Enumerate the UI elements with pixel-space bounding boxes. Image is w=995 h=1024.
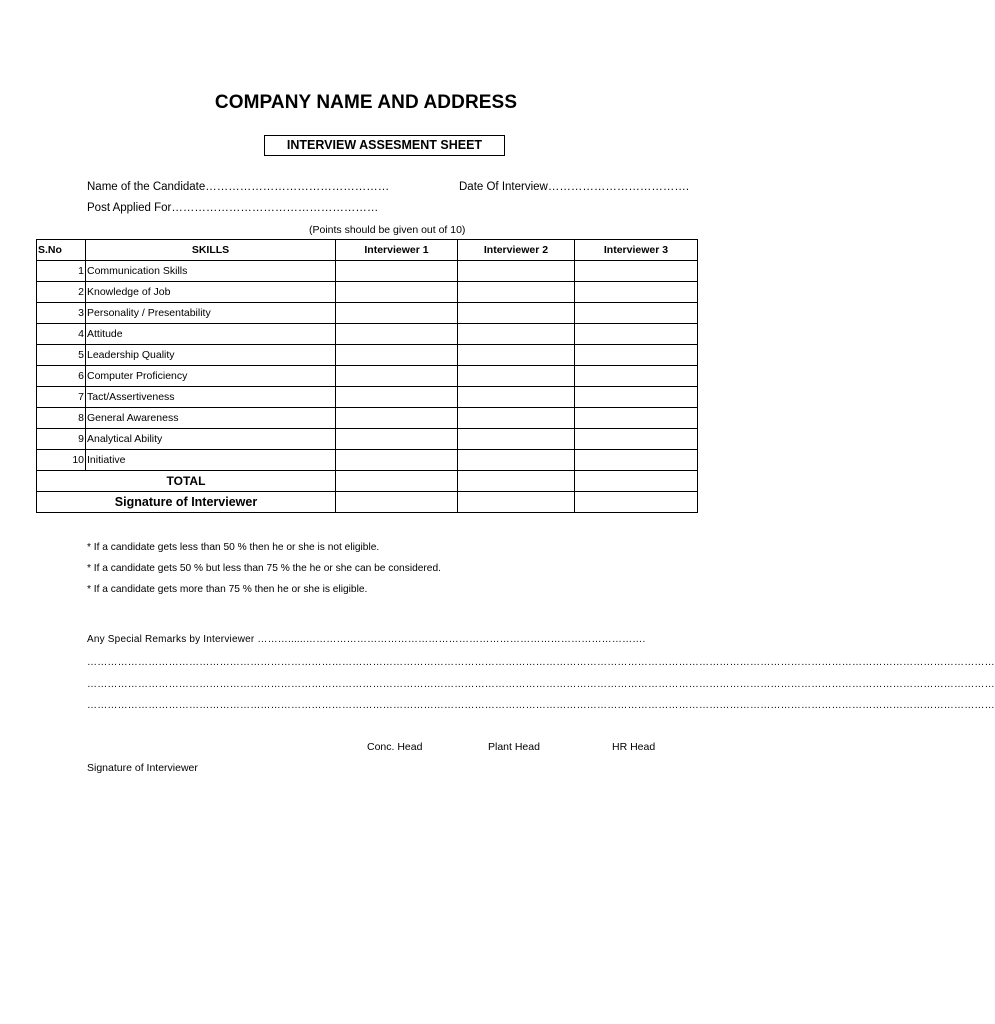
sheet-title-box: INTERVIEW ASSESMENT SHEET bbox=[264, 135, 505, 156]
eligibility-rule: * If a candidate gets more than 75 % then he or she is eligible. bbox=[87, 584, 368, 595]
points-note: (Points should be given out of 10) bbox=[309, 224, 466, 236]
header-interviewer-1: Interviewer 1 bbox=[336, 240, 458, 261]
row-sno: 9 bbox=[37, 429, 86, 450]
score-cell-interviewer-2[interactable] bbox=[458, 345, 575, 366]
table-row bbox=[37, 345, 698, 366]
signature-label: Signature of Interviewer bbox=[37, 492, 336, 513]
score-cell-interviewer-2[interactable] bbox=[458, 282, 575, 303]
post-applied-field[interactable]: Post Applied For……………………………………………… bbox=[87, 202, 379, 214]
candidate-name-field[interactable]: Name of the Candidate………………………………………… bbox=[87, 181, 390, 193]
row-skill: Computer Proficiency bbox=[86, 366, 336, 387]
table-row bbox=[37, 303, 698, 324]
assessment-table bbox=[36, 239, 698, 513]
score-cell-interviewer-1[interactable] bbox=[336, 408, 458, 429]
row-skill: Initiative bbox=[86, 450, 336, 471]
row-sno: 1 bbox=[37, 261, 86, 282]
signature-cell-interviewer-3[interactable] bbox=[575, 492, 698, 513]
score-cell-interviewer-2[interactable] bbox=[458, 303, 575, 324]
header-sno: S.No bbox=[37, 240, 86, 261]
score-cell-interviewer-1[interactable] bbox=[336, 324, 458, 345]
header-skills: SKILLS bbox=[86, 240, 336, 261]
total-label: TOTAL bbox=[37, 471, 336, 492]
row-skill: Personality / Presentability bbox=[86, 303, 336, 324]
row-skill: Tact/Assertiveness bbox=[86, 387, 336, 408]
total-cell-interviewer-2[interactable] bbox=[458, 471, 575, 492]
row-sno: 7 bbox=[37, 387, 86, 408]
row-sno: 6 bbox=[37, 366, 86, 387]
score-cell-interviewer-3[interactable] bbox=[575, 261, 698, 282]
table-row bbox=[37, 261, 698, 282]
row-skill: Leadership Quality bbox=[86, 345, 336, 366]
score-cell-interviewer-3[interactable] bbox=[575, 282, 698, 303]
row-sno: 10 bbox=[37, 450, 86, 471]
special-remarks-label: Any Special Remarks by Interviewer ………......………………………………………………………………………………………. bbox=[87, 634, 646, 645]
score-cell-interviewer-3[interactable] bbox=[575, 429, 698, 450]
score-cell-interviewer-2[interactable] bbox=[458, 261, 575, 282]
total-cell-interviewer-1[interactable] bbox=[336, 471, 458, 492]
table-row bbox=[37, 324, 698, 345]
remarks-line[interactable]: …………………………………………………………………………………………………………………………………………………………………………………………………………………………………………… bbox=[87, 657, 995, 668]
row-skill: Attitude bbox=[86, 324, 336, 345]
row-skill: Communication Skills bbox=[86, 261, 336, 282]
score-cell-interviewer-2[interactable] bbox=[458, 324, 575, 345]
score-cell-interviewer-3[interactable] bbox=[575, 387, 698, 408]
score-cell-interviewer-3[interactable] bbox=[575, 324, 698, 345]
score-cell-interviewer-3[interactable] bbox=[575, 408, 698, 429]
score-cell-interviewer-1[interactable] bbox=[336, 345, 458, 366]
table-header-row bbox=[37, 240, 698, 261]
score-cell-interviewer-3[interactable] bbox=[575, 345, 698, 366]
remarks-line[interactable]: …………………………………………………………………………………………………………………………………………………………………………………………………………………………………………… bbox=[87, 700, 995, 711]
table-row bbox=[37, 429, 698, 450]
score-cell-interviewer-2[interactable] bbox=[458, 450, 575, 471]
signature-row bbox=[37, 492, 698, 513]
score-cell-interviewer-1[interactable] bbox=[336, 282, 458, 303]
score-cell-interviewer-3[interactable] bbox=[575, 450, 698, 471]
row-skill: Knowledge of Job bbox=[86, 282, 336, 303]
total-cell-interviewer-3[interactable] bbox=[575, 471, 698, 492]
signature-cell-interviewer-2[interactable] bbox=[458, 492, 575, 513]
row-sno: 3 bbox=[37, 303, 86, 324]
header-interviewer-3: Interviewer 3 bbox=[575, 240, 698, 261]
conc-head-label: Conc. Head bbox=[367, 741, 423, 753]
table-row bbox=[37, 408, 698, 429]
score-cell-interviewer-1[interactable] bbox=[336, 261, 458, 282]
row-sno: 8 bbox=[37, 408, 86, 429]
interview-date-field[interactable]: Date Of Interview………………………………. bbox=[459, 181, 690, 193]
footer-signature-label: Signature of Interviewer bbox=[87, 762, 198, 774]
eligibility-rule: * If a candidate gets 50 % but less than 75 % the he or she can be considered. bbox=[87, 563, 441, 574]
score-cell-interviewer-2[interactable] bbox=[458, 408, 575, 429]
plant-head-label: Plant Head bbox=[488, 741, 540, 753]
score-cell-interviewer-2[interactable] bbox=[458, 429, 575, 450]
header-interviewer-2: Interviewer 2 bbox=[458, 240, 575, 261]
score-cell-interviewer-1[interactable] bbox=[336, 450, 458, 471]
hr-head-label: HR Head bbox=[612, 741, 656, 753]
score-cell-interviewer-2[interactable] bbox=[458, 366, 575, 387]
company-name-heading: COMPANY NAME AND ADDRESS bbox=[214, 92, 518, 113]
score-cell-interviewer-1[interactable] bbox=[336, 366, 458, 387]
score-cell-interviewer-1[interactable] bbox=[336, 303, 458, 324]
remarks-line[interactable]: …………………………………………………………………………………………………………………………………………………………………………………………………………………………………………… bbox=[87, 679, 995, 690]
eligibility-rule: * If a candidate gets less than 50 % then he or she is not eligible. bbox=[87, 542, 380, 553]
table-row bbox=[37, 282, 698, 303]
table-row bbox=[37, 366, 698, 387]
score-cell-interviewer-1[interactable] bbox=[336, 387, 458, 408]
row-skill: General Awareness bbox=[86, 408, 336, 429]
score-cell-interviewer-1[interactable] bbox=[336, 429, 458, 450]
signature-cell-interviewer-1[interactable] bbox=[336, 492, 458, 513]
row-skill: Analytical Ability bbox=[86, 429, 336, 450]
row-sno: 5 bbox=[37, 345, 86, 366]
row-sno: 4 bbox=[37, 324, 86, 345]
table-row bbox=[37, 387, 698, 408]
score-cell-interviewer-3[interactable] bbox=[575, 303, 698, 324]
total-row bbox=[37, 471, 698, 492]
row-sno: 2 bbox=[37, 282, 86, 303]
score-cell-interviewer-2[interactable] bbox=[458, 387, 575, 408]
table-row bbox=[37, 450, 698, 471]
score-cell-interviewer-3[interactable] bbox=[575, 366, 698, 387]
